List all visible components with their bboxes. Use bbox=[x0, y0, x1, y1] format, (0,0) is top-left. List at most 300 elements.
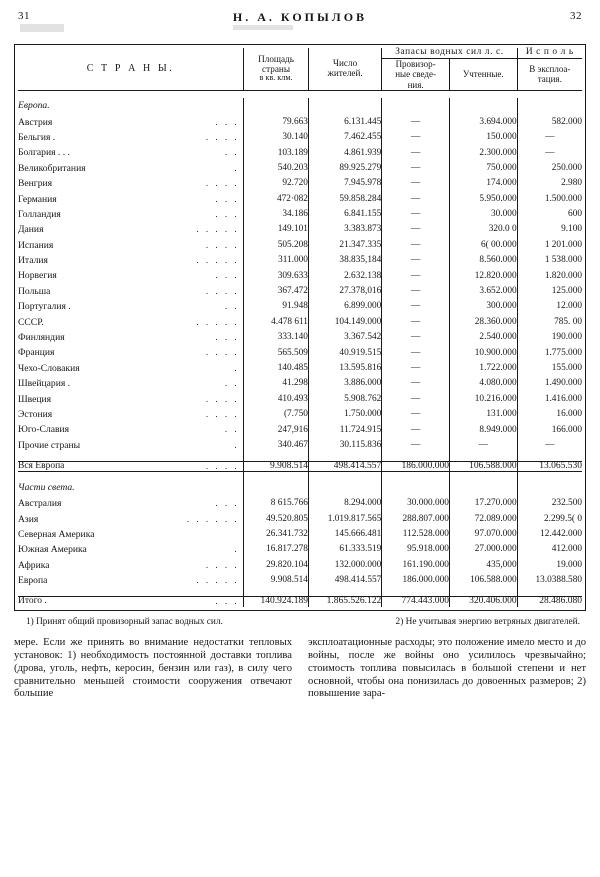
row-region-name bbox=[18, 496, 244, 511]
row-country-name bbox=[18, 238, 244, 253]
row-population: 7.462.455 bbox=[308, 130, 381, 145]
row-accounted: 150.000 bbox=[449, 130, 517, 145]
row-in-use: — bbox=[517, 130, 582, 145]
header-provisional-line1: Провизор- bbox=[395, 58, 436, 69]
grand-total-provisional: 774.443.000 bbox=[382, 596, 450, 606]
row-population: 1.019.817.565 bbox=[308, 512, 381, 527]
header-countries: С Т Р А Н Ы. bbox=[18, 48, 244, 90]
row-provisional: — bbox=[382, 223, 450, 238]
row-country-name bbox=[18, 223, 244, 238]
row-country-name bbox=[18, 176, 244, 191]
row-population: 3.886.000 bbox=[308, 377, 381, 392]
row-country-name bbox=[18, 269, 244, 284]
row-in-use: 582.000 bbox=[517, 115, 582, 130]
leader-dots: . . . bbox=[215, 332, 240, 343]
row-accounted: 174.000 bbox=[449, 176, 517, 191]
table-row bbox=[18, 496, 582, 511]
row-country-name bbox=[18, 115, 244, 130]
row-area: 34.186 bbox=[244, 207, 309, 222]
row-label: Польша bbox=[18, 285, 51, 297]
row-in-use: 13.0388.580 bbox=[517, 573, 582, 588]
leader-dots: . bbox=[234, 362, 240, 373]
table-row bbox=[18, 423, 582, 438]
row-country-name bbox=[18, 423, 244, 438]
statistics-table bbox=[18, 48, 582, 607]
grand-total-area: 140.924.189 bbox=[244, 596, 309, 606]
body-column-left bbox=[14, 637, 292, 702]
table-row bbox=[18, 558, 582, 573]
row-area: 79.663 bbox=[244, 115, 309, 130]
row-provisional: — bbox=[382, 192, 450, 207]
leader-dots: . . . . . bbox=[196, 316, 240, 327]
row-population: 27.378,016 bbox=[308, 284, 381, 299]
row-area: 8 615.766 bbox=[244, 496, 309, 511]
row-provisional: — bbox=[382, 392, 450, 407]
row-area: 91.948 bbox=[244, 300, 309, 315]
row-country-name bbox=[18, 438, 244, 453]
total-europe-accounted: 106.588.000 bbox=[449, 461, 517, 472]
row-accounted: 106.588.000 bbox=[449, 573, 517, 588]
row-provisional: — bbox=[382, 377, 450, 392]
grand-total-text: Итого . bbox=[18, 595, 47, 606]
section-heading-europe: Европа. bbox=[18, 100, 50, 112]
row-country-name bbox=[18, 284, 244, 299]
row-accounted: 131.000 bbox=[449, 407, 517, 422]
header-provisional-line3: ния. bbox=[407, 79, 424, 90]
row-in-use: 232.500 bbox=[517, 496, 582, 511]
row-area: 472·082 bbox=[244, 192, 309, 207]
total-row-europe bbox=[18, 461, 582, 472]
row-label: Швейцария . bbox=[18, 378, 71, 390]
header-provisional bbox=[382, 58, 450, 90]
row-in-use: 1.820.000 bbox=[517, 269, 582, 284]
header-group-use: И с п о л ь bbox=[517, 48, 582, 58]
body-paragraph-left: мере. Если же принять во внимание недостатки тепловых установок: 1) необходимость постоянной доставки топлива (дрова, уголь, нефть, керосин, бензин или газ), в силу чего сравнительно меньшей стоимости сооружения отвечают большие bbox=[14, 636, 292, 700]
header-in-use bbox=[517, 58, 582, 90]
row-area: (7.750 bbox=[244, 407, 309, 422]
leader-dots: . . bbox=[224, 424, 240, 435]
row-in-use: 16.000 bbox=[517, 407, 582, 422]
row-label: СССР. bbox=[18, 316, 44, 328]
row-provisional: — bbox=[382, 130, 450, 145]
table-row bbox=[18, 176, 582, 191]
row-provisional: 161.190.000 bbox=[382, 558, 450, 573]
row-population: 145.666.481 bbox=[308, 527, 381, 542]
row-population: 6.899.000 bbox=[308, 300, 381, 315]
leader-dots: . . . bbox=[215, 498, 240, 509]
row-accounted: 320.0 0 bbox=[449, 223, 517, 238]
table-row bbox=[18, 115, 582, 130]
row-country-name bbox=[18, 192, 244, 207]
row-population: 13.595.816 bbox=[308, 361, 381, 376]
row-accounted: 8.949.000 bbox=[449, 423, 517, 438]
row-area: 140.485 bbox=[244, 361, 309, 376]
row-in-use: 600 bbox=[517, 207, 582, 222]
row-population: 132.000.000 bbox=[308, 558, 381, 573]
row-region-name bbox=[18, 527, 244, 542]
row-area: 540.203 bbox=[244, 161, 309, 176]
table-row bbox=[18, 407, 582, 422]
row-region-name bbox=[18, 512, 244, 527]
row-label: Болгария . . . bbox=[18, 147, 70, 159]
row-provisional: — bbox=[382, 438, 450, 453]
row-label: Великобритания bbox=[18, 162, 86, 174]
grand-total-label bbox=[18, 596, 244, 606]
row-in-use: 190.000 bbox=[517, 330, 582, 345]
row-label: Венгрия bbox=[18, 178, 53, 190]
row-country-name bbox=[18, 377, 244, 392]
row-in-use: 12.442.000 bbox=[517, 527, 582, 542]
grand-total-population: 1.865.526.122 bbox=[308, 596, 381, 606]
row-label: Азия bbox=[18, 513, 39, 525]
row-label: Южная Америка bbox=[18, 544, 87, 556]
row-label: Швеция bbox=[18, 393, 52, 405]
row-accounted: 97.070.000 bbox=[449, 527, 517, 542]
table-row bbox=[18, 130, 582, 145]
leader-dots: . . . . bbox=[205, 408, 240, 419]
row-area: 4.478 611 bbox=[244, 315, 309, 330]
row-population: 498.414.557 bbox=[308, 573, 381, 588]
table-row bbox=[18, 284, 582, 299]
row-population: 38.835,184 bbox=[308, 253, 381, 268]
row-in-use: 19.000 bbox=[517, 558, 582, 573]
row-accounted: 300.000 bbox=[449, 300, 517, 315]
total-europe-text: Вся Европа bbox=[18, 460, 65, 471]
row-label: Дания bbox=[18, 224, 44, 236]
grand-total-accounted: 320.406.000 bbox=[449, 596, 517, 606]
row-label: Норвегия bbox=[18, 270, 57, 282]
row-accounted: 435,000 bbox=[449, 558, 517, 573]
body-column-right bbox=[308, 637, 586, 702]
row-accounted: 750.000 bbox=[449, 161, 517, 176]
row-population: 59.858.284 bbox=[308, 192, 381, 207]
table-row bbox=[18, 223, 582, 238]
row-label: Прочие страны bbox=[18, 439, 81, 451]
row-population: 5.908.762 bbox=[308, 392, 381, 407]
row-provisional: — bbox=[382, 330, 450, 345]
row-accounted: 6( 00.000 bbox=[449, 238, 517, 253]
table-row bbox=[18, 543, 582, 558]
row-population: 104.149.000 bbox=[308, 315, 381, 330]
row-provisional: 95.918.000 bbox=[382, 543, 450, 558]
row-country-name bbox=[18, 346, 244, 361]
row-country-name bbox=[18, 315, 244, 330]
leader-dots: . . . . bbox=[205, 347, 240, 358]
grand-total-in-use: 28.486.080 bbox=[517, 596, 582, 606]
row-accounted: 3.694.000 bbox=[449, 115, 517, 130]
row-area: 333.140 bbox=[244, 330, 309, 345]
row-provisional: — bbox=[382, 423, 450, 438]
row-population: 7.945.978 bbox=[308, 176, 381, 191]
leader-dots: . . . bbox=[215, 193, 240, 204]
body-text bbox=[14, 637, 586, 702]
row-in-use: 785. 00 bbox=[517, 315, 582, 330]
row-accounted: 1.722.000 bbox=[449, 361, 517, 376]
table-row bbox=[18, 330, 582, 345]
row-in-use: — bbox=[517, 146, 582, 161]
row-in-use: 1.416.000 bbox=[517, 392, 582, 407]
page-smudge bbox=[20, 24, 64, 32]
row-accounted: 8.560.000 bbox=[449, 253, 517, 268]
table-row bbox=[18, 392, 582, 407]
table-row bbox=[18, 361, 582, 376]
table-row bbox=[18, 346, 582, 361]
row-label: Африка bbox=[18, 559, 50, 571]
row-area: 29.820.104 bbox=[244, 558, 309, 573]
row-accounted: 72.089.000 bbox=[449, 512, 517, 527]
row-label: Австрия bbox=[18, 116, 53, 128]
row-in-use: 155.000 bbox=[517, 361, 582, 376]
row-population: 11.724.915 bbox=[308, 423, 381, 438]
row-population: 3.367.542 bbox=[308, 330, 381, 345]
leader-dots: . . . . . bbox=[196, 255, 240, 266]
leader-dots: . . . bbox=[215, 595, 240, 606]
header-area-line2: страны bbox=[262, 63, 290, 74]
table-row bbox=[18, 438, 582, 453]
row-in-use: 1 201.000 bbox=[517, 238, 582, 253]
page-smudge-2 bbox=[233, 25, 293, 30]
row-population: 40.919.515 bbox=[308, 346, 381, 361]
row-accounted: 30.000 bbox=[449, 207, 517, 222]
row-population: 3.383.873 bbox=[308, 223, 381, 238]
leader-dots: . . . . bbox=[205, 131, 240, 142]
running-head bbox=[18, 8, 582, 38]
row-area: 49.520.805 bbox=[244, 512, 309, 527]
leader-dots: . . bbox=[224, 147, 240, 158]
row-label: Юго-Славия bbox=[18, 424, 70, 436]
row-area: 565.509 bbox=[244, 346, 309, 361]
row-accounted: 10.216.000 bbox=[449, 392, 517, 407]
header-group-reserves: Запасы водных сил л. с. bbox=[382, 48, 517, 58]
table-row bbox=[18, 527, 582, 542]
leader-dots: . . bbox=[224, 378, 240, 389]
row-accounted: 2.300.000 bbox=[449, 146, 517, 161]
row-label: Эстония bbox=[18, 408, 53, 420]
row-provisional: — bbox=[382, 238, 450, 253]
row-provisional: 30.000.000 bbox=[382, 496, 450, 511]
table-row bbox=[18, 192, 582, 207]
row-accounted: 4.080.000 bbox=[449, 377, 517, 392]
row-accounted: 2.540.000 bbox=[449, 330, 517, 345]
row-accounted: 27.000.000 bbox=[449, 543, 517, 558]
row-region-name bbox=[18, 543, 244, 558]
row-label: Северная Америка bbox=[18, 528, 95, 540]
section-heading-europe-row bbox=[18, 98, 582, 115]
section-heading-parts: Части света. bbox=[18, 481, 75, 493]
spacer-row bbox=[18, 90, 582, 98]
footnote-2: 2) Не учитывая энергию ветряных двигателей. bbox=[395, 616, 580, 627]
row-provisional: — bbox=[382, 300, 450, 315]
footnote-1: 1) Принят общий провизорный запас водных сил. bbox=[26, 616, 223, 627]
row-population: 21.347.335 bbox=[308, 238, 381, 253]
table-row bbox=[18, 238, 582, 253]
row-provisional: — bbox=[382, 146, 450, 161]
total-europe-population: 498.414.557 bbox=[308, 461, 381, 472]
row-region-name bbox=[18, 573, 244, 588]
row-in-use: 250.000 bbox=[517, 161, 582, 176]
row-population: 2.632.138 bbox=[308, 269, 381, 284]
row-accounted: 3.652.000 bbox=[449, 284, 517, 299]
row-area: 340.467 bbox=[244, 438, 309, 453]
row-country-name bbox=[18, 207, 244, 222]
row-area: 92.720 bbox=[244, 176, 309, 191]
row-label: Европа bbox=[18, 575, 48, 587]
header-population bbox=[308, 48, 381, 90]
table-row bbox=[18, 269, 582, 284]
section-heading-parts-row bbox=[18, 479, 582, 496]
row-country-name bbox=[18, 253, 244, 268]
row-accounted: — bbox=[449, 438, 517, 453]
row-population: 30.115.836 bbox=[308, 438, 381, 453]
table-row bbox=[18, 377, 582, 392]
row-area: 149.101 bbox=[244, 223, 309, 238]
row-in-use: 1.490.000 bbox=[517, 377, 582, 392]
body-paragraph-right: эксплоатационные расходы; это положение имело место и до войны, после же войны оно усилилось чрезвычайно; стоимость топлива повысилась в большой степени и нет основной, чтобы она понизилась до довоенных размеров; 2) повышение зара- bbox=[308, 636, 586, 700]
row-population: 8.294.000 bbox=[308, 496, 381, 511]
row-label: Финляндия bbox=[18, 332, 65, 344]
folio-left: 31 bbox=[18, 10, 30, 22]
leader-dots: . . . . bbox=[205, 285, 240, 296]
table-row bbox=[18, 315, 582, 330]
row-population: 6.841.155 bbox=[308, 207, 381, 222]
row-accounted: 28.360.000 bbox=[449, 315, 517, 330]
row-country-name bbox=[18, 300, 244, 315]
row-in-use: 166.000 bbox=[517, 423, 582, 438]
row-population: 61.333.519 bbox=[308, 543, 381, 558]
row-area: 103.189 bbox=[244, 146, 309, 161]
row-provisional: — bbox=[382, 284, 450, 299]
leader-dots: . . . bbox=[215, 270, 240, 281]
total-europe-area: 9.908.514 bbox=[244, 461, 309, 472]
row-country-name bbox=[18, 146, 244, 161]
row-area: 41.298 bbox=[244, 377, 309, 392]
row-label: Австралия bbox=[18, 498, 62, 510]
row-in-use: 2.299.5( 0 bbox=[517, 512, 582, 527]
row-in-use: 2.980 bbox=[517, 176, 582, 191]
row-area: 311.000 bbox=[244, 253, 309, 268]
header-in-use-line2: тация. bbox=[537, 74, 562, 85]
row-provisional: — bbox=[382, 269, 450, 284]
row-provisional: — bbox=[382, 115, 450, 130]
leader-dots: . . . . . . bbox=[186, 513, 240, 524]
row-provisional: 112.528.000 bbox=[382, 527, 450, 542]
total-europe-label bbox=[18, 461, 244, 472]
row-region-name bbox=[18, 558, 244, 573]
row-provisional: — bbox=[382, 346, 450, 361]
row-population: 1.750.000 bbox=[308, 407, 381, 422]
leader-dots: . . . . bbox=[205, 559, 240, 570]
table-row bbox=[18, 300, 582, 315]
row-accounted: 10.900.000 bbox=[449, 346, 517, 361]
row-provisional: — bbox=[382, 361, 450, 376]
row-area: 505.208 bbox=[244, 238, 309, 253]
row-provisional: — bbox=[382, 207, 450, 222]
table-header-row-1 bbox=[18, 48, 582, 58]
folio-right: 32 bbox=[570, 10, 582, 22]
footnotes bbox=[26, 617, 580, 627]
table-row bbox=[18, 573, 582, 588]
row-provisional: — bbox=[382, 161, 450, 176]
row-area: 410.493 bbox=[244, 392, 309, 407]
leader-dots: . . . . bbox=[205, 393, 240, 404]
row-provisional: 186.000.000 bbox=[382, 573, 450, 588]
row-accounted: 17.270.000 bbox=[449, 496, 517, 511]
table-row bbox=[18, 253, 582, 268]
row-country-name bbox=[18, 130, 244, 145]
document-page bbox=[0, 8, 600, 877]
table-row bbox=[18, 161, 582, 176]
leader-dots: . . bbox=[224, 301, 240, 312]
row-label: Франция bbox=[18, 347, 55, 359]
header-in-use-line1: В эксплоа- bbox=[529, 64, 571, 75]
row-area: 367.472 bbox=[244, 284, 309, 299]
spacer-row bbox=[18, 454, 582, 462]
leader-dots: . . . . . bbox=[196, 224, 240, 235]
row-provisional: — bbox=[382, 315, 450, 330]
total-europe-in-use: 13.065.530 bbox=[517, 461, 582, 472]
row-in-use: 1.500.000 bbox=[517, 192, 582, 207]
row-country-name bbox=[18, 407, 244, 422]
row-in-use: 1 538.000 bbox=[517, 253, 582, 268]
row-in-use: 1.775.000 bbox=[517, 346, 582, 361]
table-row bbox=[18, 512, 582, 527]
row-in-use: 125.000 bbox=[517, 284, 582, 299]
spacer-row bbox=[18, 472, 582, 480]
row-area: 26.341.732 bbox=[244, 527, 309, 542]
row-area: 9.908.514 bbox=[244, 573, 309, 588]
header-area-line1: Площадь bbox=[258, 53, 294, 64]
row-area: 16.817.278 bbox=[244, 543, 309, 558]
leader-dots: . . . . . bbox=[196, 575, 240, 586]
statistics-table-frame bbox=[14, 44, 586, 611]
leader-dots: . bbox=[234, 162, 240, 173]
row-label: Германия bbox=[18, 193, 57, 205]
leader-dots: . bbox=[234, 439, 240, 450]
leader-dots: . . . bbox=[215, 208, 240, 219]
row-label: Бельгия . bbox=[18, 131, 56, 143]
header-accounted: Учтенные. bbox=[449, 58, 517, 90]
header-population-line1: Число bbox=[333, 58, 358, 69]
leader-dots: . . . bbox=[215, 116, 240, 127]
leader-dots: . . . . bbox=[205, 239, 240, 250]
row-in-use: 12.000 bbox=[517, 300, 582, 315]
row-area: 309.633 bbox=[244, 269, 309, 284]
table-row bbox=[18, 146, 582, 161]
row-country-name bbox=[18, 361, 244, 376]
grand-total-row bbox=[18, 596, 582, 606]
row-country-name bbox=[18, 330, 244, 345]
table-row bbox=[18, 207, 582, 222]
row-label: Чехо-Словакия bbox=[18, 362, 80, 374]
row-provisional: — bbox=[382, 407, 450, 422]
row-accounted: 5.950.000 bbox=[449, 192, 517, 207]
row-country-name bbox=[18, 161, 244, 176]
row-population: 6.131.445 bbox=[308, 115, 381, 130]
row-in-use: — bbox=[517, 438, 582, 453]
row-label: Италия bbox=[18, 255, 48, 267]
header-area bbox=[244, 48, 309, 90]
row-in-use: 412.000 bbox=[517, 543, 582, 558]
header-area-line3: в кв. клм. bbox=[259, 73, 293, 83]
row-label: Португалия . bbox=[18, 301, 71, 313]
row-label: Голландия bbox=[18, 208, 61, 220]
leader-dots: . . . . bbox=[205, 460, 240, 471]
header-provisional-line2: ные сведе- bbox=[395, 69, 436, 80]
row-provisional: 288.807.000 bbox=[382, 512, 450, 527]
row-provisional: — bbox=[382, 176, 450, 191]
row-label: Испания bbox=[18, 239, 54, 251]
row-population: 89.925.279 bbox=[308, 161, 381, 176]
